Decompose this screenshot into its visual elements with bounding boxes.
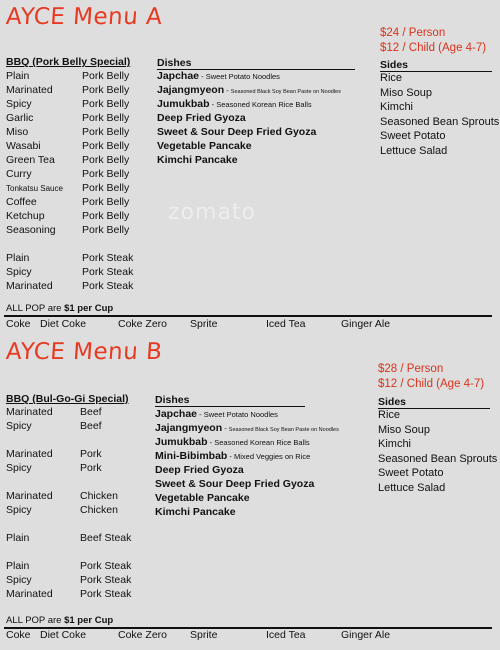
bbq-meat: Pork Belly	[82, 70, 130, 82]
dish-description: Seasoned Korean Rice Balls	[214, 438, 310, 447]
menu-b-price-child: $12 / Child (Age 4-7)	[378, 378, 485, 390]
bbq-meat: Pork Steak	[82, 280, 134, 292]
dish-name: Sweet & Sour Deep Fried Gyoza	[157, 126, 317, 138]
dish-description: Seasoned Black Soy Bean Paste on Noodles	[230, 89, 341, 95]
menu-b-price-person: $28 / Person	[378, 363, 444, 375]
bbq-style: Marinated	[6, 84, 53, 96]
watermark: zomato	[168, 200, 257, 225]
drink-item: Iced Tea	[266, 629, 306, 641]
bbq-style: Miso	[6, 126, 29, 138]
dish-item	[157, 70, 341, 84]
menu-a-title: AYCE Menu A	[5, 4, 164, 30]
bbq-style: Spicy	[6, 574, 32, 586]
bbq-meat: Beef Steak	[80, 532, 132, 544]
dish-item	[155, 436, 339, 450]
dish-description: Sweet Potato Noodles	[203, 410, 278, 419]
dish-description: Mixed Veggies on Rice	[234, 452, 311, 461]
menu-a-side-list	[380, 72, 499, 159]
bbq-style: Wasabi	[6, 140, 41, 152]
drink-item: Coke Zero	[118, 318, 168, 330]
drink-item: Ginger Ale	[341, 318, 391, 330]
menu-b-section	[0, 335, 500, 650]
dish-item	[155, 450, 339, 464]
menu-b-dish-list	[155, 408, 339, 520]
bbq-meat: Pork Belly	[82, 182, 130, 194]
menu-a-price-child: $12 / Child (Age 4-7)	[380, 42, 487, 54]
menu-a-price-person: $24 / Person	[380, 27, 446, 39]
bbq-meat: Pork Steak	[82, 252, 134, 264]
bbq-meat: Pork Steak	[82, 266, 134, 278]
dish-separator: -	[224, 86, 231, 95]
bbq-style: Marinated	[6, 406, 53, 418]
dish-description: Seasoned Black Soy Bean Paste on Noodles	[228, 427, 339, 433]
dish-item	[155, 506, 339, 520]
bbq-style: Marinated	[6, 588, 53, 600]
side-item: Seasoned Bean Sprouts	[378, 452, 498, 465]
drink-item: Sprite	[190, 629, 218, 641]
menu-a-pop-note: ALL POP are $1 per Cup	[6, 303, 114, 314]
dish-separator: -	[222, 424, 229, 433]
menu-b-dishes-header: Dishes	[155, 394, 190, 406]
drink-item: Sprite	[190, 318, 218, 330]
menu-a-dish-list	[157, 70, 341, 168]
dish-name: Deep Fried Gyoza	[157, 112, 246, 124]
menu-a-sides-header: Sides	[380, 59, 409, 71]
dish-name: Jajangmyeon	[155, 422, 223, 434]
menu-b-dishes-rule	[155, 406, 305, 407]
dish-separator: -	[209, 100, 217, 109]
drink-item: Diet Coke	[40, 318, 87, 330]
menu-b-sides-header: Sides	[378, 396, 407, 408]
bbq-meat: Pork Belly	[82, 84, 130, 96]
drink-item: Coke Zero	[118, 629, 168, 641]
dish-separator: -	[199, 72, 206, 81]
bbq-style: Spicy	[6, 266, 32, 278]
side-item: Lettuce Salad	[380, 144, 448, 157]
dish-name: Jumukbab	[157, 98, 210, 110]
bbq-meat: Pork	[80, 448, 102, 460]
dish-name: Japchae	[155, 408, 198, 420]
dish-separator: -	[197, 410, 204, 419]
bbq-style: Ketchup	[6, 210, 45, 222]
bbq-style: Plain	[6, 252, 30, 264]
menu-b-side-list	[378, 409, 497, 496]
drink-item: Ginger Ale	[341, 629, 391, 641]
side-item: Seasoned Bean Sprouts	[380, 115, 500, 128]
bbq-meat: Pork	[80, 462, 102, 474]
dish-item	[155, 478, 339, 492]
dish-item	[155, 492, 339, 506]
dish-description: Seasoned Korean Rice Balls	[216, 100, 312, 109]
dish-name: Vegetable Pancake	[157, 140, 252, 152]
dish-item	[157, 84, 341, 98]
bbq-meat: Pork Belly	[82, 112, 130, 124]
side-item: Kimchi	[378, 438, 412, 450]
bbq-style: Plain	[6, 70, 30, 82]
bbq-style: Marinated	[6, 448, 53, 460]
dish-name: Vegetable Pancake	[155, 492, 250, 504]
dish-item	[157, 112, 341, 126]
bbq-style: Spicy	[6, 98, 32, 110]
menu-b-pop-note: ALL POP are $1 per Cup	[6, 615, 114, 626]
bbq-meat: Chicken	[80, 504, 118, 516]
menu-a-dishes-header: Dishes	[157, 57, 192, 69]
bbq-meat: Pork Belly	[82, 210, 130, 222]
drink-item: Iced Tea	[266, 318, 306, 330]
dish-name: Sweet & Sour Deep Fried Gyoza	[155, 478, 315, 490]
bbq-meat: Pork Steak	[80, 560, 132, 572]
bbq-style: Spicy	[6, 420, 32, 432]
bbq-meat: Chicken	[80, 490, 118, 502]
bbq-meat: Pork Belly	[82, 154, 130, 166]
bbq-style: Plain	[6, 560, 30, 572]
bbq-meat: Pork Steak	[80, 588, 132, 600]
bbq-meat: Pork Belly	[82, 140, 130, 152]
side-item: Kimchi	[380, 101, 414, 113]
dish-item	[157, 154, 341, 168]
bbq-meat: Pork Belly	[82, 126, 130, 138]
dish-name: Jajangmyeon	[157, 84, 225, 96]
menu-b-title: AYCE Menu B	[5, 339, 164, 365]
bbq-meat: Pork Belly	[82, 168, 130, 180]
dish-name: Kimchi Pancake	[155, 506, 236, 518]
bbq-style: Curry	[6, 168, 32, 180]
drink-item: Coke	[6, 318, 31, 330]
dish-separator: -	[227, 452, 234, 461]
side-item: Miso Soup	[380, 86, 432, 99]
bbq-meat: Beef	[80, 420, 102, 432]
dish-item	[155, 408, 339, 422]
bbq-style: Spicy	[6, 462, 32, 474]
drink-item: Coke	[6, 629, 31, 641]
dish-name: Mini-Bibimbab	[155, 450, 228, 462]
bbq-style: Marinated	[6, 280, 53, 292]
dish-separator: -	[207, 438, 215, 447]
bbq-style: Plain	[6, 532, 30, 544]
bbq-meat: Beef	[80, 406, 102, 418]
dish-description: Sweet Potato Noodles	[205, 72, 280, 81]
bbq-meat: Pork Steak	[80, 574, 132, 586]
bbq-style: Green Tea	[6, 154, 55, 166]
dish-item	[155, 422, 339, 436]
dish-name: Jumukbab	[155, 436, 208, 448]
dish-name: Kimchi Pancake	[157, 154, 238, 166]
bbq-style: Seasoning	[6, 224, 56, 236]
menu-a-bbq-header: BBQ (Pork Belly Special)	[6, 56, 131, 68]
dish-item	[155, 464, 339, 478]
side-item: Rice	[378, 409, 401, 421]
side-item: Sweet Potato	[378, 467, 444, 479]
bbq-style: Coffee	[6, 196, 37, 208]
bbq-style: Marinated	[6, 490, 53, 502]
menu-b-bbq-header: BBQ (Bul-Go-Gi Special)	[6, 393, 129, 405]
bbq-style: Spicy	[6, 504, 32, 516]
dish-item	[157, 126, 341, 140]
menu-a-pop-rule	[4, 315, 492, 317]
dish-name: Deep Fried Gyoza	[155, 464, 244, 476]
dish-item	[157, 140, 341, 154]
side-item: Lettuce Salad	[378, 481, 446, 494]
dish-name: Japchae	[157, 70, 200, 82]
bbq-style: Garlic	[6, 112, 34, 124]
side-item: Sweet Potato	[380, 130, 446, 142]
bbq-meat: Pork Belly	[82, 98, 130, 110]
bbq-meat: Pork Belly	[82, 224, 130, 236]
side-item: Miso Soup	[378, 423, 430, 436]
bbq-meat: Pork Belly	[82, 196, 130, 208]
drink-item: Diet Coke	[40, 629, 87, 641]
side-item: Rice	[380, 72, 403, 84]
dish-item	[157, 98, 341, 112]
bbq-style: Tonkatsu Sauce	[6, 184, 63, 193]
